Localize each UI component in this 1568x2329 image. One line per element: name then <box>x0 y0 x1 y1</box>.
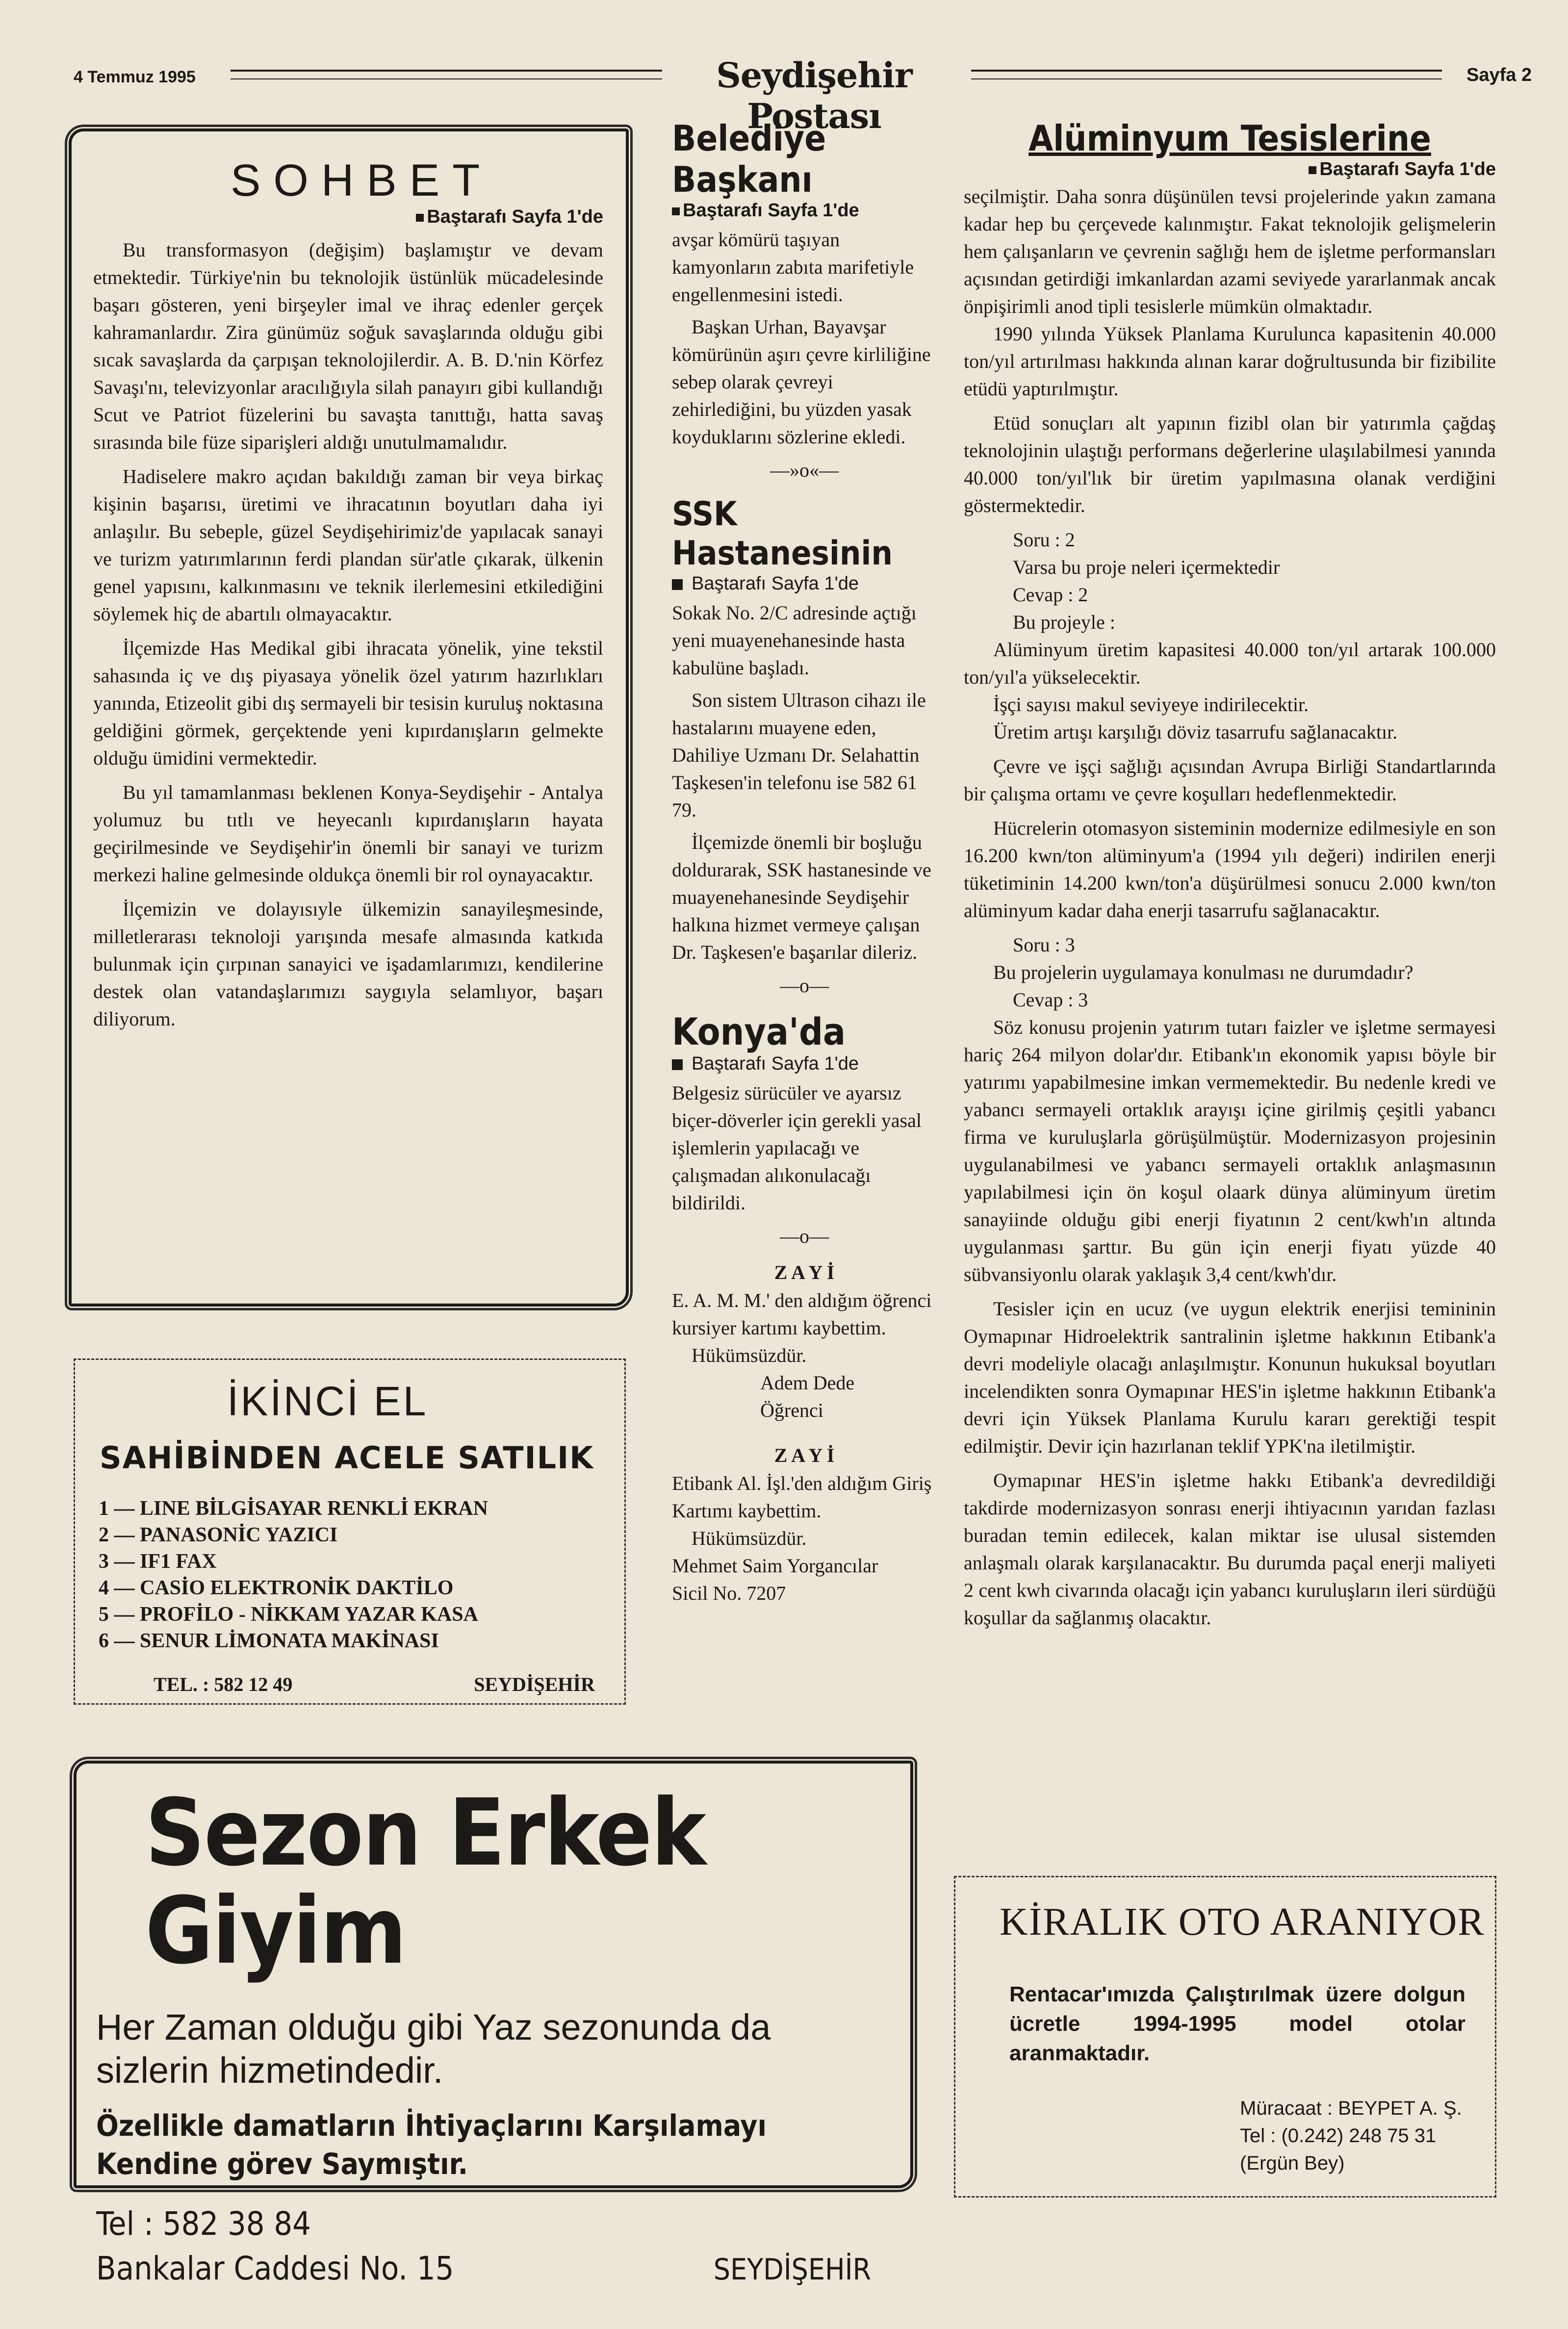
aluminyum-paragraph: Etüd sonuçları alt yapının fizibl olan bir yatırımla çağdaş teknolojinin ulaştığı performans değerlerine ulaşılabilmesi yanında 40.000 ton/yıl'lık bir üretim yapılmasına olanak verdiğini göstermektedir. <box>964 412 1496 516</box>
sohbet-paragraph: Bu yıl tamamlanması beklenen Konya-Seydişehir - Antalya yolumuz bu tıtlı ve heyecanlı kıpırdanışların hayata geçirilmesinde ve Seydişehir'in önemli bir sanayi ve turizm merkezi haline gelmesinde oldukça önemli bir rol oynayacaktır. <box>93 781 603 886</box>
kiralik-ad <box>954 1876 1496 2198</box>
aluminyum-paragraph: Bu projelerin uygulamaya konulması ne durumdadır? <box>993 961 1414 983</box>
ssk-paragraph: Son sistem Ultrason cihazı ile hastalarını muayene eden, Dahiliye Uzmanı Dr. Selahattin Taşkesen'in telefonu ise 582 61 79. <box>672 689 926 821</box>
separator: —o— <box>780 1225 829 1247</box>
kiralik-title: KİRALIK OTO ARANIYOR <box>1000 1900 1485 1944</box>
header-rule <box>231 78 662 79</box>
konya-continued: Baştarafı Sayfa 1'de <box>672 1053 937 1075</box>
zayi-text: E. A. M. M.' den aldığım öğrenci kursiyer kartımı kaybettim. <box>672 1289 932 1339</box>
qa-line: Soru : 2 <box>1013 529 1075 551</box>
sohbet-paragraph: Hadiselere makro açıdan bakıldığı zaman bir veya birkaç kişinin başarısı, üretimi ve ihracatının boyutları daha iyi anlaşılır. Bu sebeple, güzel Seydişehirimiz'de yapılacak sanayi ve turizm yatırımlarının ferdi plandan sür'atle çıkarak, ülkenin genel yapısını, kalkınmasını ve teknik ilerlemesini etkilediğini söylemek hiç de abartılı olmayacaktır. <box>93 465 603 625</box>
konya-paragraph: Belgesiz sürücüler ve ayarsız biçer-döverler için gerekli yasal işlemlerin yapılacağı ve çalışmadan alıkonulacağı bildirildi. <box>672 1082 922 1214</box>
ssk-paragraph: İlçemizde önemli bir boşluğu doldurarak, SSK hastanesinde ve muayenehanesinde Seydişehir halkına hizmet vermeye çalışan Dr. Taşkesen'e başarılar dileriz. <box>672 831 931 963</box>
aluminyum-paragraph: Alüminyum üretim kapasitesi 40.000 ton/yıl artarak 100.000 ton/yıl'a yükselecektir. <box>964 639 1496 688</box>
sezon-tel: Tel : 582 38 84 <box>96 2205 311 2243</box>
belediye-paragraph: Başkan Urhan, Bayavşar kömürünün aşırı çevre kirliliğine sebep olarak çevreyi zehirlediğini, bu yüzden yasak koyduklarını sözlerine ekledi. <box>672 316 931 448</box>
separator: —o— <box>780 974 829 997</box>
sohbet-paragraph: İlçemizde Has Medikal gibi ihracata yönelik, yine tekstil sahasında iç ve dış piyasaya yönelik özel yatırım hazırlıkları yanında, Etizeolit gibi dış sermayeli bir tesisin kuruluş noktasına geldiğini görmek, gerçektende yeni kıpırdanışların gelmekte olduğu ümidini vermektedir. <box>93 637 603 769</box>
sohbet-paragraph: Bu transformasyon (değişim) başlamıştır ve devam etmektedir. Türkiye'nin bu teknolojik üstünlük mücadelesinde başarı gösteren, yeni birşeyler imal ve ihraç edenler gerçek kahramanlardır. Zira günümüz soğuk savaşlarında olduğu gibi sıcak savaşlarda da çarpışan teknolojilerdir. A. B. D.'nin Körfez Savaşı'nı, televizyonlar aracılığıyla silah panayırı gibi kullandığı Scut ve Patriot füzelerini bu savaşta tanıttığı, hatta savaş sırasında bile füze siparişleri aldığı unutulmamalıdır. <box>93 239 603 453</box>
ssk-title: SSK Hastanesinin <box>672 495 893 573</box>
aluminyum-paragraph: Üretim artışı karşılığı döviz tasarrufu sağlanacaktır. <box>993 721 1398 743</box>
issue-date: 4 Temmuz 1995 <box>74 68 196 86</box>
kiralik-contact: Müracaat : BEYPET A. Ş. <box>1240 2098 1462 2119</box>
qa-line: Cevap : 2 <box>1013 584 1088 606</box>
ikinci-el-place: SEYDİŞEHİR <box>474 1673 595 1695</box>
ssk-continued: Baştarafı Sayfa 1'de <box>672 573 937 594</box>
list-item: 5 — PROFİLO - NİKKAM YAZAR KASA <box>99 1603 478 1626</box>
aluminyum-paragraph: 1990 yılında Yüksek Planlama Kurulunca kapasitenin 40.000 ton/yıl artırılması hakkında alınan karar doğrultusunda bir fizibilite etüdü yaptırılmıştır. <box>964 323 1496 400</box>
sohbet-paragraph: İlçemizin ve dolayısıyle ülkemizin sanayileşmesinde, milletlerarası teknoloji yarışında mesafe almasında katkıda bulunmak için çırpınan sanayici ve işadamlarımızı, kendilerine destek olan vatandaşlarımızı saygıyla selamlıyor, başarı diliyorum. <box>93 898 603 1030</box>
header-rule <box>971 70 1442 72</box>
aluminyum-paragraph: İşçi sayısı makul seviyeye indirilecektir. <box>993 693 1309 716</box>
ssk-paragraph: Sokak No. 2/C adresinde açtığı yeni muayenehanesinde hasta kabulüne başladı. <box>672 602 917 679</box>
kiralik-phone: Tel : (0.242) 248 75 31 <box>1240 2125 1437 2147</box>
aluminyum-continued: Baştarafı Sayfa 1'de <box>964 159 1496 180</box>
ikinci-el-tel: TEL. : 582 12 49 <box>154 1673 293 1695</box>
ikinci-el-list <box>99 1495 624 1654</box>
zayi-title: Z A Y İ <box>774 1444 835 1466</box>
list-item: 2 — PANASONİC YAZICI <box>99 1524 338 1546</box>
zayi-text: Mehmet Saim Yorgancılar <box>672 1555 878 1577</box>
aluminyum-paragraph: Söz konusu projenin yatırım tutarı faizler ve işletme sermayesi hariç 264 milyon dolar'dır. Etibank'ın ekonomik yapısı böyle bir yatırımı yapabilmesine imkan vermemektedir. Bu nedenle kredi ve yabancı sermayeli ortaklık arayışı içine girilmiş çeşitli yabancı firma ve kuruluşlarla görüşülmüştür. Modernizasyon projesinin uygulanabilmesi ve yabancı sermayeli ortaklık anlaşmasının yapılabilmesi için ön koşul olaark dünya alüminyum üretim sanayiinde olduğu gibi enerji fiyatının 2 cent/kwh'ın altında uygulanması şarttır. Bu gün için enerji fiyatı yüzde 40 sübvansiyonlu olarak yaklaşık 3,4 cent/kwh'dır. <box>964 1016 1496 1285</box>
ikinci-el-title: İKİNCİ EL <box>227 1378 428 1424</box>
belediye-continued: Baştarafı Sayfa 1'de <box>672 200 937 221</box>
zayi-text: Hükümsüzdür. <box>692 1344 807 1366</box>
zayi-signature: Adem Dede <box>760 1372 855 1394</box>
masthead: Seydişehir Postası <box>716 55 912 136</box>
list-item: 3 — IF1 FAX <box>99 1550 217 1573</box>
sezon-city: SEYDİŞEHİR <box>713 2252 871 2287</box>
sezon-special: Özellikle damatların İhtiyaçlarını Karşılamayı Kendine görev Saymıştır. <box>96 2109 767 2181</box>
list-item: 1 — LINE BİLGİSAYAR RENKLİ EKRAN <box>99 1497 488 1520</box>
ikinci-el-ad <box>74 1358 626 1705</box>
zayi-signature: Öğrenci <box>760 1399 823 1421</box>
aluminyum-paragraph: Çevre ve işçi sağlığı açısından Avrupa Birliği Standartlarında bir çalışma ortamı ve çevre koşulları hedeflenmektedir. <box>964 755 1496 805</box>
zayi-title: Z A Y İ <box>774 1261 835 1283</box>
sezon-title: Sezon Erkek Giyim <box>145 1779 706 1985</box>
aluminyum-paragraph: Oymapınar HES'in işletme hakkı Etibank'a devredildiği takdirde modernizasyon sonrası enerji ihtiyacının yarıdan fazlası buradan temin edilecek, kalan miktar ise ulusal sistemden anlaşmalı olarak karşılanacaktır. Bu durumda paçal enerji maliyeti 2 cent kwh civarında olacağı için yabancı kuruluşların ileri sürdüğü koşullar da sağlanmış olacaktır. <box>964 1469 1496 1629</box>
belediye-paragraph: avşar kömürü taşıyan kamyonların zabıta marifetiyle engellenmesini istedi. <box>672 229 914 306</box>
konya-title: Konya'da <box>672 1010 846 1053</box>
page-number: Sayfa 2 <box>1466 65 1532 85</box>
aluminyum-paragraph: Hücrelerin otomasyon sisteminin modernize edilmesiyle en son 16.200 kwn/ton alüminyum'a (1994 yılı değeri) indirilen enerji tüketiminin 14.200 kwn/ton'a düşürülmesi sonucu 2.000 kwn/ton alüminyum kadar daha enerji tasarrufu sağlanacaktır. <box>964 817 1496 921</box>
sohbet-article <box>93 147 603 1040</box>
header-rule <box>971 78 1442 79</box>
aluminyum-paragraph: seçilmiştir. Daha sonra düşünülen tevsi projelerinde yakın zamana kadar hep bu çerçevede kalınmıştır. Fakat teknolojik gelişmelerin hem çalışanların ve çevrenin sağlığı hem de işletme performansları açısından getirdiği imkanlardan azami seviyede yararlanmak ancak önpişirimli anod tipli tesislerle mümkün olmaktadır. <box>964 185 1496 317</box>
aluminyum-article <box>964 118 1496 1638</box>
zayi-text: Etibank Al. İşl.'den aldığım Giriş Kartımı kaybettim. <box>672 1472 932 1522</box>
sohbet-title: SOHBET <box>231 155 493 205</box>
sohbet-continued: Baştarafı Sayfa 1'de <box>93 206 603 228</box>
ikinci-el-subtitle: SAHİBİNDEN ACELE SATILIK <box>100 1440 594 1476</box>
zayi-text: Hükümsüzdür. <box>692 1527 807 1549</box>
aluminyum-paragraph: Tesisler için en ucuz (ve uygun elektrik enerjisi temininin Oymapınar Hidroelektrik santralinin işletme hakkının Etibank'a devri modeliyle olacağı anlaşılmıştır. Konunun hukuksal boyutları incelendikten sonra Oymapınar HES'in işletme hakkının Etibank'a devri için Yüksek Planlama Kurulu kararı gerektiği tespit edilmiştir. Devir için hazırlanan teklif YPK'na iletilmiştir. <box>964 1298 1496 1457</box>
sezon-address: Bankalar Caddesi No. 15 <box>96 2250 454 2287</box>
qa-line: Varsa bu proje neleri içermektedir <box>1013 556 1280 578</box>
qa-line: Bu projeyle : <box>1013 611 1115 633</box>
belediye-title: Belediye Başkanı <box>672 118 826 200</box>
sezon-ad <box>74 1761 913 2287</box>
sezon-tagline: Her Zaman olduğu gibi Yaz sezonunda da sizlerin hizmetindedir. <box>96 2007 771 2091</box>
list-item: 4 — CASİO ELEKTRONİK DAKTİLO <box>99 1577 454 1599</box>
separator: —»o«— <box>770 459 839 481</box>
qa-line: Cevap : 3 <box>1013 989 1088 1011</box>
kiralik-body: Rentacar'ımızda Çalıştırılmak üzere dolgun ücretle 1994-1995 model otolar aranmaktadır. <box>1009 1982 1465 2065</box>
list-item: 6 — SENUR LİMONATA MAKİNASI <box>99 1630 439 1652</box>
aluminyum-title: Alüminyum Tesislerine <box>1028 118 1431 159</box>
qa-line: Soru : 3 <box>1013 934 1075 956</box>
zayi-text: Sicil No. 7207 <box>672 1582 786 1604</box>
header-rule <box>231 70 662 72</box>
kiralik-person: (Ergün Bey) <box>1240 2152 1345 2174</box>
middle-column <box>672 118 937 1607</box>
